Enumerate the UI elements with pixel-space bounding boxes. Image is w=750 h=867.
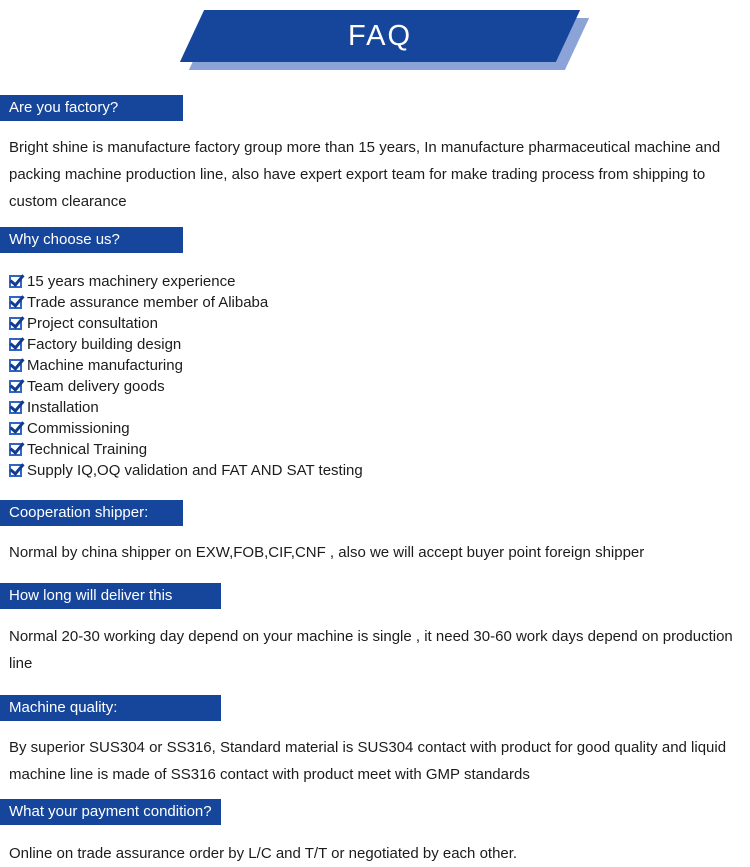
list-item-label: 15 years machinery experience bbox=[27, 273, 236, 290]
list-item-label: Supply IQ,OQ validation and FAT AND SAT testing bbox=[27, 462, 363, 479]
faq-banner-title: FAQ bbox=[347, 20, 412, 52]
checked-checkbox-icon bbox=[9, 422, 22, 435]
checked-checkbox-icon bbox=[9, 380, 22, 393]
list-item-label: Installation bbox=[27, 399, 99, 416]
list-item-label: Commissioning bbox=[27, 420, 130, 437]
checked-checkbox-icon bbox=[9, 317, 22, 330]
checked-checkbox-icon bbox=[9, 443, 22, 456]
list-item-label: Project consultation bbox=[27, 315, 158, 332]
section-heading-delivery-time: How long will deliver this goods? bbox=[0, 583, 221, 609]
section-heading-payment-condition: What your payment condition? bbox=[0, 799, 221, 825]
section-paragraph-machine-quality: By superior SUS304 or SS316, Standard material is SUS304 contact with product for good quality and liquid machine line is made of SS316 contact with product meet with GMP standards bbox=[9, 739, 727, 783]
checked-checkbox-icon bbox=[9, 338, 22, 351]
list-item-label: Technical Training bbox=[27, 441, 148, 458]
section-heading-cooperation-shipper: Cooperation shipper: bbox=[0, 500, 183, 526]
why-choose-us-list bbox=[9, 271, 750, 481]
list-item bbox=[9, 418, 750, 439]
checked-checkbox-icon bbox=[9, 401, 22, 414]
section-heading-are-you-factory: Are you factory? bbox=[0, 95, 183, 121]
list-item bbox=[9, 271, 750, 292]
list-item-label: Trade assurance member of Alibaba bbox=[27, 294, 269, 311]
list-item bbox=[9, 397, 750, 418]
faq-banner bbox=[0, 0, 750, 95]
list-item bbox=[9, 334, 750, 355]
list-item bbox=[9, 460, 750, 481]
checked-checkbox-icon bbox=[9, 464, 22, 477]
list-item-label: Factory building design bbox=[27, 336, 182, 353]
section-paragraph-payment-condition: Online on trade assurance order by L/C and T/T or negotiated by each other. bbox=[9, 845, 518, 862]
section-paragraph-delivery-time: Normal 20-30 working day depend on your machine is single , it need 30-60 work days depend on production line bbox=[9, 628, 733, 672]
list-item bbox=[9, 439, 750, 460]
list-item bbox=[9, 292, 750, 313]
section-paragraph-are-you-factory: Bright shine is manufacture factory group more than 15 years, In manufacture pharmaceutical machine and packing machine production line, also have expert export team for make trading process from shipping to custom clearance bbox=[9, 139, 721, 210]
section-heading-machine-quality: Machine quality: bbox=[0, 695, 221, 721]
checked-checkbox-icon bbox=[9, 275, 22, 288]
list-item-label: Machine manufacturing bbox=[27, 357, 183, 374]
list-item-label: Team delivery goods bbox=[27, 378, 165, 395]
checked-checkbox-icon bbox=[9, 359, 22, 372]
section-paragraph-cooperation-shipper: Normal by china shipper on EXW,FOB,CIF,CNF , also we will accept buyer point foreign shipper bbox=[9, 544, 645, 561]
section-heading-why-choose-us: Why choose us? bbox=[0, 227, 183, 253]
list-item bbox=[9, 355, 750, 376]
list-item bbox=[9, 313, 750, 334]
list-item bbox=[9, 376, 750, 397]
checked-checkbox-icon bbox=[9, 296, 22, 309]
